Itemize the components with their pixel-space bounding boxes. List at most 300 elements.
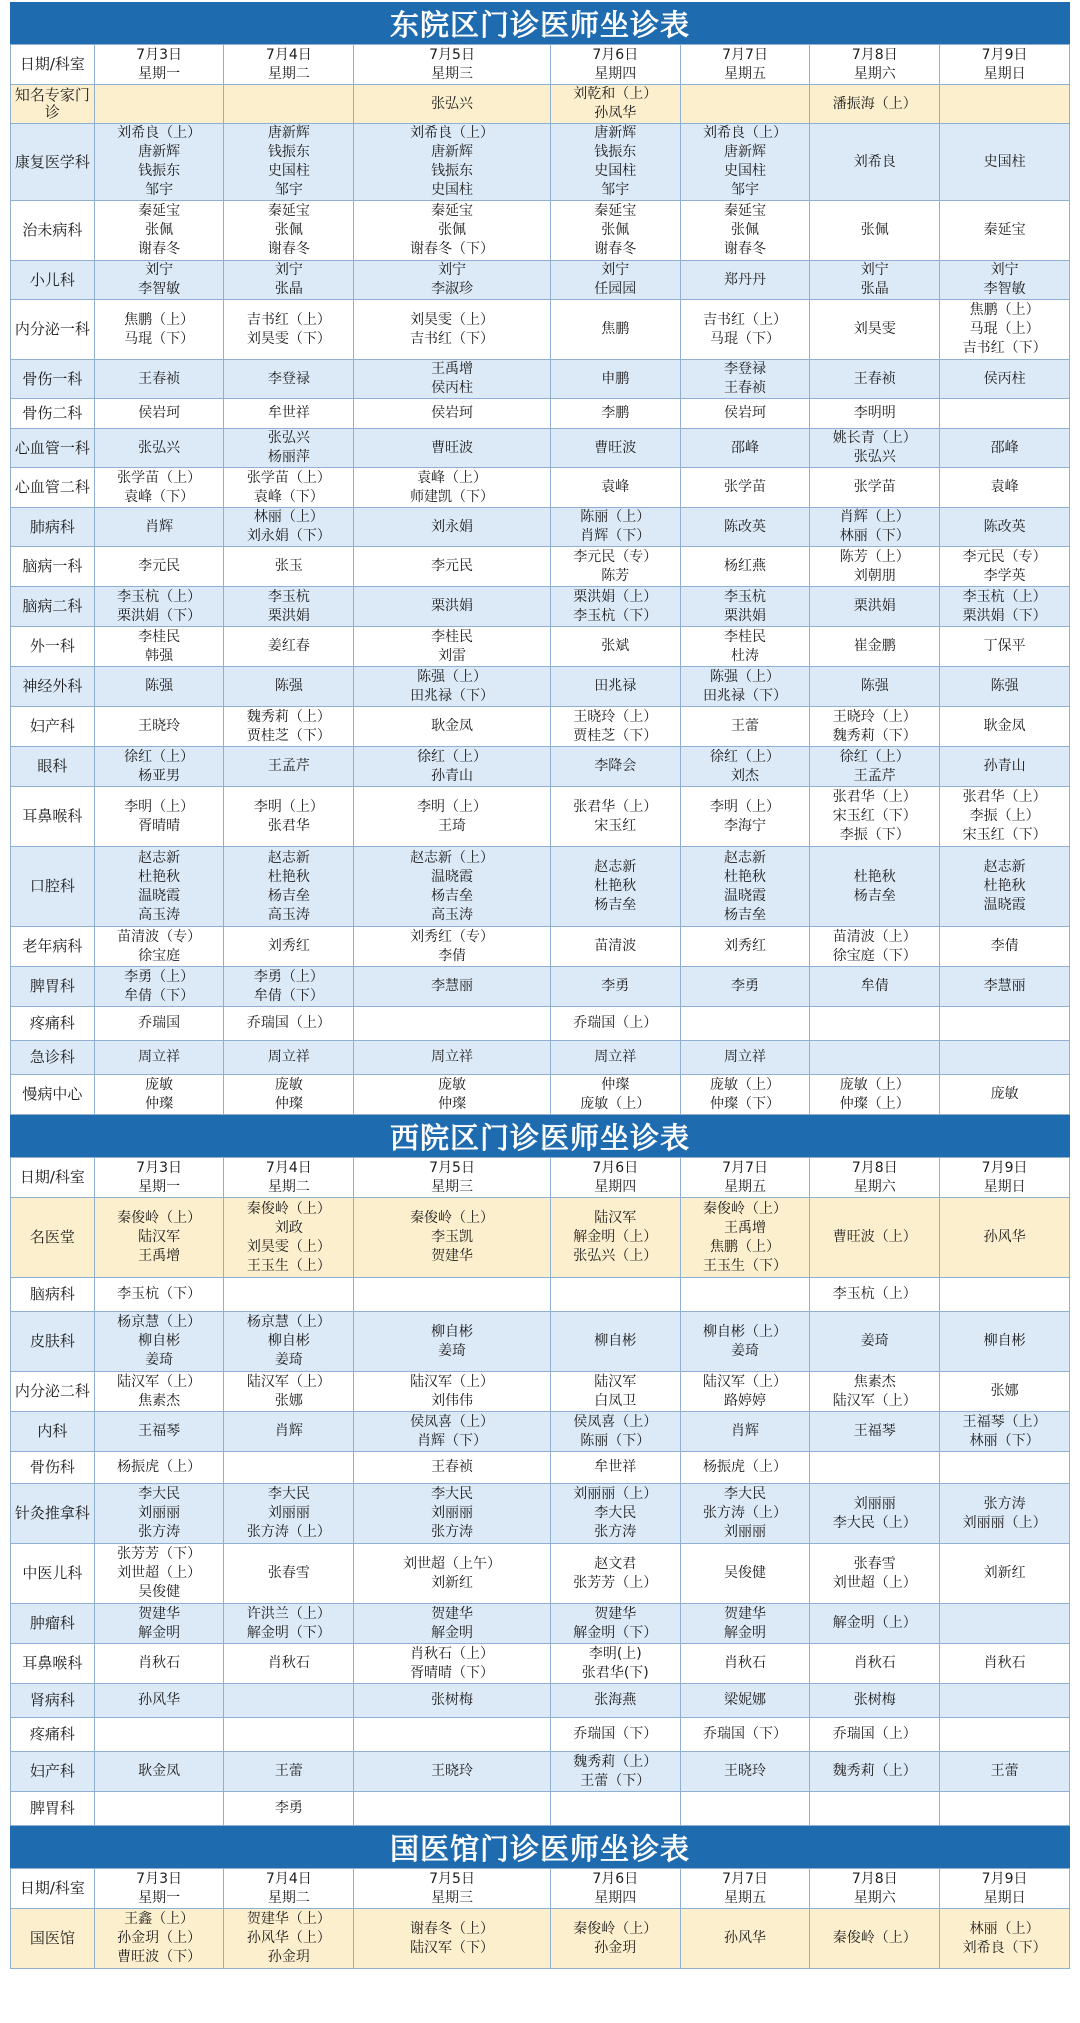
day-weekday: 星期二 [267, 1889, 310, 1906]
schedule-cell [940, 201, 1070, 261]
schedule-cell [810, 124, 940, 201]
doctor-name: 杜艳秋 [138, 868, 181, 885]
doctor-name: 栗洪娟（上） [573, 588, 658, 605]
table-row [11, 1312, 1070, 1372]
schedule-cell [680, 261, 810, 300]
doctor-name: 袁峰（上） [417, 469, 488, 486]
doctor-name: 白凤卫 [594, 1392, 637, 1409]
doctor-name: 王春祯 [431, 1459, 474, 1475]
doctor-name: 钱振东 [138, 163, 181, 179]
doctor-name: 刘丽丽 [267, 1505, 310, 1521]
schedule-cell [224, 1278, 354, 1312]
dept-label: 骨伤科 [11, 1452, 95, 1484]
schedule-cell [354, 1484, 551, 1544]
doctor-name: 韩强 [145, 647, 174, 664]
doctor-name: 张佩 [274, 222, 303, 238]
doctor-name: 田兆禄（下） [410, 687, 495, 704]
doctor-name: 秦延宝 [594, 203, 637, 219]
doctor-name: 张方涛 [431, 1524, 474, 1540]
schedule-cell [354, 261, 551, 300]
doctor-name: 徐红（上） [710, 748, 781, 765]
day-header [354, 45, 551, 85]
doctor-name: 宋玉红 [594, 817, 637, 834]
day-weekday: 星期六 [853, 1178, 896, 1195]
schedule-cell [680, 1792, 810, 1826]
doctor-name: 焦素杰 [853, 1373, 896, 1390]
schedule-cell [810, 707, 940, 747]
schedule-cell [94, 747, 224, 787]
schedule-cell [224, 1412, 354, 1452]
schedule-cell [810, 1718, 940, 1752]
doctor-name: 曹旺波（上） [832, 1229, 917, 1245]
doctor-name: 刘新红 [431, 1574, 474, 1591]
doctor-name: 魏秀莉（上） [832, 1763, 917, 1779]
schedule-cell [680, 1544, 810, 1604]
doctor-name: 刘新红 [983, 1565, 1026, 1581]
doctor-name: 李勇 [601, 978, 630, 994]
dept-label: 脑病一科 [11, 547, 95, 587]
doctor-name: 李登禄 [724, 361, 767, 377]
doctor-name: 杜艳秋 [724, 868, 767, 885]
doctor-name: 李淑珍 [431, 281, 474, 297]
day-header [680, 45, 810, 85]
dept-label: 知名专家门诊 [11, 85, 95, 124]
dept-label: 耳鼻喉科 [11, 1644, 95, 1684]
doctor-name: 徐宝庭 [138, 947, 181, 964]
schedule-cell [680, 847, 810, 927]
doctor-name: 刘丽丽 [724, 1524, 767, 1540]
doctor-name: 张学苗（上） [117, 469, 202, 486]
doctor-name: 张树梅 [853, 1692, 896, 1708]
doctor-name: 栗洪娟 [267, 607, 310, 624]
doctor-name: 梁妮娜 [724, 1692, 767, 1708]
schedule-cell [940, 847, 1070, 927]
doctor-name: 邹宇 [731, 182, 760, 198]
doctor-name: 魏秀莉（下） [832, 727, 917, 744]
schedule-cell [354, 360, 551, 399]
schedule-cell [550, 1452, 680, 1484]
schedule-cell [680, 360, 810, 399]
table-row [11, 707, 1070, 747]
day-weekday: 星期五 [724, 65, 767, 82]
doctor-name: 李大民 [431, 1486, 474, 1502]
doctor-name: 马琨（下） [710, 330, 781, 347]
doctor-name: 张君华（上） [832, 789, 917, 805]
schedule-cell [810, 399, 940, 429]
schedule-cell [550, 508, 680, 547]
schedule-cell [680, 85, 810, 124]
doctor-name: 苗清波（上） [832, 928, 917, 945]
day-date: 7月3日 [136, 1870, 182, 1887]
doctor-name: 牟倩（下） [124, 987, 195, 1004]
doctor-name: 柳自彬 [983, 1333, 1026, 1349]
schedule-cell [354, 399, 551, 429]
doctor-name: 乔瑞国（下） [573, 1726, 658, 1742]
doctor-name: 李勇（上） [253, 968, 324, 985]
schedule-cell [224, 201, 354, 261]
doctor-name: 庞敏 [438, 1076, 467, 1093]
schedule-cell [680, 508, 810, 547]
doctor-name: 仲璨（上） [839, 1095, 910, 1112]
schedule-cell [550, 201, 680, 261]
doctor-name: 侯岩珂 [724, 405, 767, 421]
doctor-name: 张方涛 [594, 1524, 637, 1540]
doctor-name: 陈强（上） [417, 668, 488, 685]
doctor-name: 仲璨 [274, 1095, 303, 1112]
schedule-cell [810, 201, 940, 261]
doctor-name: 李大民 [138, 1486, 181, 1502]
schedule-cell [810, 1452, 940, 1484]
doctor-name: 陈强（上） [710, 668, 781, 685]
doctor-name: 李鹏 [601, 405, 630, 421]
doctor-name: 吉书红（下） [962, 340, 1047, 356]
schedule-cell [550, 300, 680, 360]
doctor-name: 张晶 [274, 281, 303, 297]
doctor-name: 陈强 [860, 678, 889, 694]
doctor-name: 张弘兴 [853, 449, 896, 465]
schedule-cell [224, 300, 354, 360]
table-row [11, 1278, 1070, 1312]
schedule-cell [810, 261, 940, 300]
schedule-cell [680, 1075, 810, 1115]
schedule-cell [354, 300, 551, 360]
schedule-cell [224, 1684, 354, 1718]
doctor-name: 王琦 [438, 817, 467, 834]
doctor-name: 陆汉军（上） [703, 1373, 788, 1390]
day-header [224, 45, 354, 85]
doctor-name: 赵志新 [983, 859, 1026, 875]
doctor-name: 温晓霞 [138, 887, 181, 904]
section-title: 东院区门诊医师坐诊表 [10, 2, 1070, 44]
doctor-name: 王春祯 [138, 370, 181, 387]
doctor-name: 王玉生（下） [703, 1257, 788, 1274]
doctor-name: 李桂民 [138, 628, 181, 645]
schedule-cell [354, 847, 551, 927]
doctor-name: 贺建华 [724, 1605, 767, 1622]
schedule-cell [354, 468, 551, 508]
schedule-cell [224, 1484, 354, 1544]
doctor-name: 宋玉红（下） [832, 808, 917, 824]
doctor-name: 王福琴 [853, 1423, 896, 1439]
doctor-name: 张芳芳（上） [573, 1574, 658, 1591]
doctor-name: 李元民（专） [962, 548, 1047, 565]
doctor-name: 解金明（上） [573, 1229, 658, 1245]
schedule-cell [224, 847, 354, 927]
doctor-name: 李玉凯 [431, 1229, 474, 1245]
schedule-cell [680, 1278, 810, 1312]
day-weekday: 星期四 [594, 65, 637, 82]
doctor-name: 李倩 [990, 938, 1019, 954]
doctor-name: 胥晴晴（下） [410, 1664, 495, 1681]
doctor-name: 焦鹏（上） [124, 311, 195, 328]
doctor-name: 史国柱 [724, 163, 767, 179]
doctor-name: 陆汉军 [594, 1373, 637, 1390]
doctor-name: 史国柱 [983, 153, 1026, 170]
dept-label: 肾病科 [11, 1684, 95, 1718]
table-row [11, 847, 1070, 927]
doctor-name: 陈强 [145, 678, 174, 694]
schedule-cell [810, 847, 940, 927]
doctor-name: 刘昊雯（下） [246, 330, 331, 347]
doctor-name: 杜涛 [731, 647, 760, 664]
doctor-name: 谢春冬 [138, 241, 181, 257]
doctor-name: 仲璨 [601, 1076, 630, 1093]
schedule-cell [810, 787, 940, 847]
day-date: 7月8日 [851, 46, 898, 63]
schedule-cell [94, 1484, 224, 1544]
schedule-cell [224, 967, 354, 1007]
doctor-name: 李桂民 [724, 628, 767, 645]
doctor-name: 庞敏（上） [580, 1095, 651, 1112]
schedule-cell [94, 1372, 224, 1412]
doctor-name: 张方涛 [138, 1524, 181, 1540]
doctor-name: 李勇（上） [124, 968, 195, 985]
doctor-name: 张佩 [860, 222, 889, 238]
schedule-cell [94, 627, 224, 667]
doctor-name: 刘政 [274, 1219, 303, 1236]
doctor-name: 肖辉 [274, 1423, 303, 1439]
doctor-name: 秦延宝 [983, 222, 1026, 238]
schedule-cell [94, 1007, 224, 1041]
doctor-name: 贾桂芝（下） [246, 727, 331, 744]
doctor-name: 李玉杭（下） [573, 607, 658, 624]
schedule-cell [550, 1041, 680, 1075]
doctor-name: 周立祥 [267, 1049, 310, 1065]
schedule-cell [94, 1198, 224, 1278]
doctor-name: 解金明（下） [573, 1624, 658, 1641]
doctor-name: 陈芳 [601, 567, 630, 584]
doctor-name: 刘希良（上） [410, 125, 495, 141]
doctor-name: 陆汉军（上） [246, 1373, 331, 1390]
doctor-name: 李玉杭 [267, 588, 310, 605]
doctor-name: 邹宇 [601, 182, 630, 198]
doctor-name: 杨振虎（上） [117, 1459, 202, 1475]
schedule-cell [810, 1372, 940, 1412]
dept-label: 内分泌一科 [11, 300, 95, 360]
schedule-cell [550, 547, 680, 587]
dept-label: 肿瘤科 [11, 1604, 95, 1644]
schedule-cell [94, 707, 224, 747]
doctor-name: 仲璨（下） [710, 1095, 781, 1112]
doctor-name: 杜艳秋 [267, 868, 310, 885]
doctor-name: 赵志新 [594, 859, 637, 875]
doctor-name: 肖秋石（上） [410, 1645, 495, 1662]
table-row [11, 508, 1070, 547]
dept-label: 口腔科 [11, 847, 95, 927]
doctor-name: 赵志新 [267, 849, 310, 866]
doctor-name: 李大民（上） [832, 1514, 917, 1531]
schedule-cell [224, 1544, 354, 1604]
doctor-name: 秦俊岭（上） [410, 1210, 495, 1226]
schedule-cell [810, 300, 940, 360]
doctor-name: 王蕾 [731, 718, 760, 734]
schedule-cell [94, 847, 224, 927]
doctor-name: 田兆禄 [594, 678, 637, 694]
doctor-name: 丁保平 [983, 638, 1026, 654]
doctor-name: 肖秋石 [267, 1655, 310, 1671]
doctor-name: 陈丽（下） [580, 1432, 651, 1449]
table-row [11, 587, 1070, 627]
schedule-cell [680, 1718, 810, 1752]
doctor-name: 牟世祥 [267, 405, 310, 421]
doctor-name: 周立祥 [724, 1049, 767, 1065]
doctor-name: 刘宁 [860, 262, 889, 278]
doctor-name: 唐新辉 [594, 125, 637, 141]
table-row [11, 1041, 1070, 1075]
doctor-name: 王孟芹 [267, 758, 310, 774]
doctor-name: 肖辉 [731, 1423, 760, 1439]
doctor-name: 刘宁 [438, 262, 467, 278]
doctor-name: 刘秀红 [267, 938, 310, 954]
schedule-cell [354, 201, 551, 261]
doctor-name: 杨京慧（上） [246, 1314, 331, 1330]
day-header [550, 45, 680, 85]
doctor-name: 焦鹏（上） [710, 1238, 781, 1255]
schedule-cell [680, 1644, 810, 1684]
schedule-cell [94, 787, 224, 847]
schedule-cell [680, 747, 810, 787]
doctor-name: 柳自彬 [138, 1333, 181, 1349]
schedule-cell [550, 468, 680, 508]
schedule-cell [94, 360, 224, 399]
doctor-name: 耿金凤 [431, 718, 474, 734]
doctor-name: 刘宁 [601, 262, 630, 278]
schedule-cell [550, 1075, 680, 1115]
schedule-cell [940, 1644, 1070, 1684]
table-row [11, 927, 1070, 967]
doctor-name: 王福琴（上） [962, 1413, 1047, 1430]
doctor-name: 王春祯 [724, 380, 767, 396]
doctor-name: 温晓霞 [983, 897, 1026, 913]
doctor-name: 张方涛 [983, 1495, 1026, 1512]
schedule-cell [224, 1372, 354, 1412]
schedule-cell [680, 429, 810, 468]
doctor-name: 陆汉军（上） [117, 1373, 202, 1390]
doctor-name: 李玉杭（下） [117, 1286, 202, 1302]
doctor-name: 肖秋石 [853, 1655, 896, 1671]
table-row [11, 1452, 1070, 1484]
doctor-name: 秦俊岭（上） [246, 1200, 331, 1217]
table-row [11, 1604, 1070, 1644]
doctor-name: 唐新辉 [138, 144, 181, 160]
doctor-name: 郑丹丹 [724, 271, 767, 288]
doctor-name: 焦鹏 [601, 321, 630, 337]
schedule-cell [354, 1412, 551, 1452]
schedule-cell [94, 587, 224, 627]
doctor-name: 刘永娟（下） [246, 528, 331, 544]
schedule-cell [810, 967, 940, 1007]
schedule-cell [680, 1604, 810, 1644]
day-date: 7月3日 [136, 1159, 182, 1176]
schedule-cell [940, 1372, 1070, 1412]
roster-table [10, 1868, 1070, 1969]
doctor-name: 孙金玥（上） [117, 1930, 202, 1946]
schedule-cell [810, 627, 940, 667]
schedule-cell [810, 1909, 940, 1969]
table-row [11, 967, 1070, 1007]
doctor-name: 谢春冬 [267, 241, 310, 257]
doctor-name: 唐新辉 [267, 125, 310, 141]
dept-label: 老年病科 [11, 927, 95, 967]
doctor-name: 王蕾 [274, 1763, 303, 1779]
doctor-name: 李勇 [274, 1800, 303, 1816]
doctor-name: 刘昊雯 [853, 321, 896, 337]
doctor-name: 张学苗 [853, 479, 896, 495]
doctor-name: 王蕾（下） [580, 1772, 651, 1789]
doctor-name: 孙青山 [983, 758, 1026, 774]
doctor-name: 庞敏（上） [839, 1076, 910, 1093]
schedule-cell [680, 927, 810, 967]
doctor-name: 许洪兰（上） [246, 1605, 331, 1622]
schedule-cell [550, 927, 680, 967]
doctor-name: 王鑫（上） [124, 1911, 195, 1927]
doctor-name: 肖辉（上） [839, 509, 910, 525]
doctor-name: 柳自彬 [594, 1333, 637, 1349]
day-date: 7月4日 [265, 46, 312, 63]
doctor-name: 王蕾 [990, 1763, 1019, 1779]
table-row [11, 1075, 1070, 1115]
schedule-cell [550, 967, 680, 1007]
schedule-cell [94, 508, 224, 547]
schedule-cell [354, 1792, 551, 1826]
schedule-cell [680, 787, 810, 847]
doctor-name: 马琨（上） [969, 321, 1040, 337]
schedule-cell [354, 1452, 551, 1484]
schedule-cell [224, 547, 354, 587]
schedule-cell [94, 1075, 224, 1115]
doctor-name: 杨吉垒 [431, 887, 474, 904]
doctor-name: 刘希良（上） [117, 125, 202, 141]
schedule-cell [680, 1007, 810, 1041]
doctor-name: 焦素杰 [138, 1392, 181, 1409]
schedule-cell [94, 1718, 224, 1752]
day-date: 7月5日 [429, 1159, 475, 1176]
doctor-name: 侯丙柱 [983, 370, 1026, 387]
schedule-cell [94, 468, 224, 508]
doctor-name: 侯岩珂 [138, 405, 181, 421]
doctor-name: 杨吉垒 [853, 887, 896, 904]
day-date: 7月6日 [592, 1159, 639, 1176]
doctor-name: 孙凤华 [594, 105, 637, 121]
table-row [11, 1198, 1070, 1278]
schedule-cell [94, 300, 224, 360]
doctor-name: 曹旺波 [594, 439, 637, 456]
doctor-name: 刘秀红（专） [410, 928, 495, 945]
day-weekday: 星期六 [853, 65, 896, 82]
doctor-name: 李大民 [724, 1486, 767, 1502]
schedule-cell [810, 1007, 940, 1041]
schedule-cell [224, 927, 354, 967]
schedule-cell [940, 1041, 1070, 1075]
schedule-cell [224, 399, 354, 429]
day-header [224, 1158, 354, 1198]
day-header [810, 1158, 940, 1198]
doctor-name: 刘朝朋 [853, 567, 896, 584]
doctor-name: 李学英 [983, 567, 1026, 584]
schedule-cell [940, 747, 1070, 787]
day-header [94, 45, 224, 85]
doctor-name: 张树梅 [431, 1692, 474, 1708]
doctor-name: 牟倩（下） [253, 987, 324, 1004]
schedule-cell [550, 360, 680, 399]
schedule-cell [354, 1684, 551, 1718]
doctor-name: 吉书红（上） [246, 311, 331, 328]
schedule-cell [550, 667, 680, 707]
dept-label: 骨伤二科 [11, 399, 95, 429]
doctor-name: 杜艳秋 [983, 878, 1026, 894]
day-header [550, 1158, 680, 1198]
doctor-name: 魏秀莉（上） [573, 1753, 658, 1770]
